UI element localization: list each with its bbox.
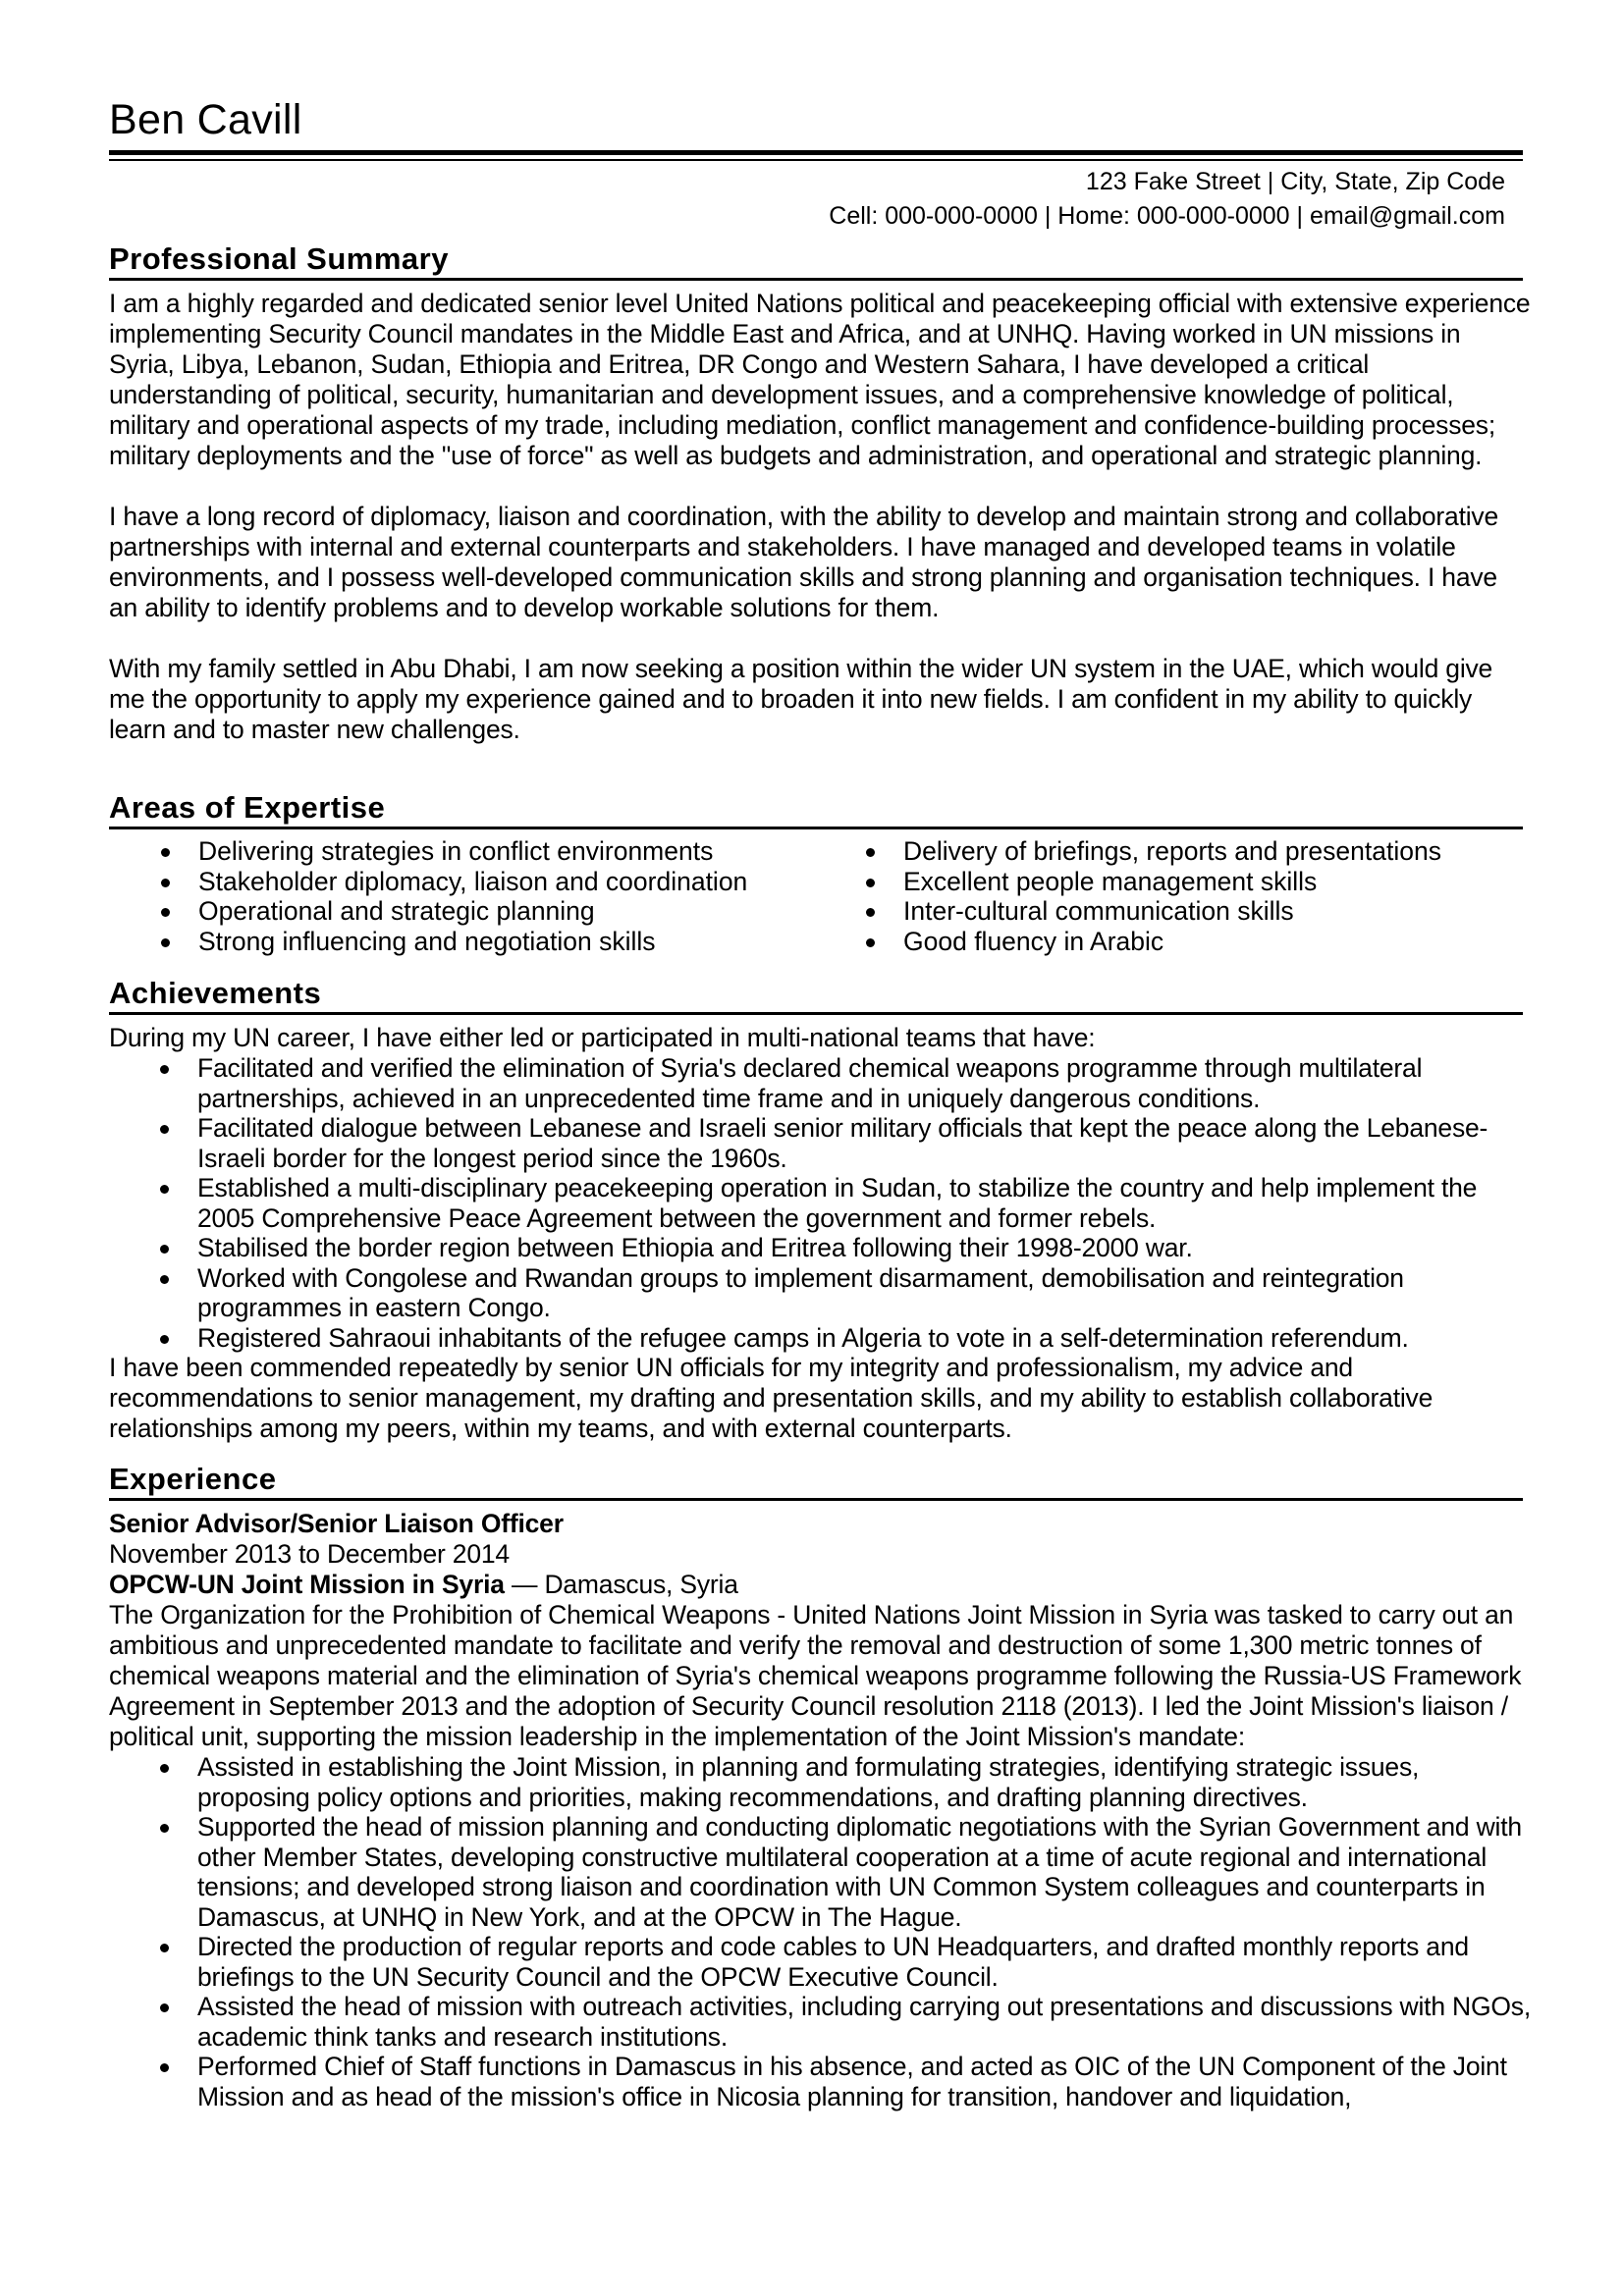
expertise-item: Inter-cultural communication skills — [903, 896, 1532, 927]
achievement-item: Facilitated and verified the elimination of Syria's declared chemical weapons programme through multilateral partnerships, achieved in an unprecedented time frame and in uniquely dangerous conditions. — [197, 1053, 1533, 1113]
duty-item: Directed the production of regular reports and code cables to UN Headquarters, and drafted monthly reports and briefings to the UN Security Council and the OPCW Executive Council. — [197, 1932, 1533, 1992]
job-location: Damascus, Syria — [544, 1570, 738, 1599]
header-rule-thick — [109, 150, 1523, 155]
section-heading-summary: Professional Summary — [109, 240, 1523, 281]
achievement-item: Stabilised the border region between Ethiopia and Eritrea following their 1998-2000 war. — [197, 1233, 1533, 1263]
expertise-item: Stakeholder diplomacy, liaison and coordination — [198, 867, 827, 897]
section-heading-experience: Experience — [109, 1461, 1523, 1501]
experience-duties-list — [109, 1752, 1533, 2111]
duty-item: Assisted in establishing the Joint Mission, in planning and formulating strategies, identifying strategic issues, proposing policy options and priorities, making recommendations, and drafting planning directives. — [197, 1752, 1533, 1812]
employer-name: OPCW-UN Joint Mission in Syria — [109, 1570, 505, 1599]
duty-item: Performed Chief of Staff functions in Damascus in his absence, and acted as OIC of the UN Component of the Joint Mission and as head of the mission's office in Nicosia planning for transition, handover and liquidation, — [197, 2052, 1533, 2111]
job-dates: November 2013 to December 2014 — [109, 1539, 510, 1569]
section-heading-expertise: Areas of Expertise — [109, 789, 1523, 829]
job-description: The Organization for the Prohibition of Chemical Weapons - United Nations Joint Mission in Syria was tasked to carry out an ambitious and unprecedented mandate to facilitate and verify the removal and destruction of some 1,300 metric tonnes of chemical weapons material and the elimination of Syria's chemical weapons programme following the Russia-US Framework Agreement in September 2013 and the adoption of Security Council resolution 2118 (2013). I led the Joint Mission's liaison / political unit, supporting the mission leadership in the implementation of the Joint Mission's mandate: — [109, 1600, 1522, 1751]
employer-line — [109, 1570, 1533, 1600]
achievement-item: Facilitated dialogue between Lebanese and Israeli senior military officials that kept the peace along the Lebanese-Israeli border for the longest period since the 1960s. — [197, 1113, 1533, 1173]
address-line: 123 Fake Street | City, State, Zip Code — [1085, 168, 1505, 195]
expertise-item: Delivering strategies in conflict environments — [198, 836, 827, 867]
expertise-item: Good fluency in Arabic — [903, 927, 1532, 957]
achievement-item: Worked with Congolese and Rwandan groups to implement disarmament, demobilisation and reintegration programmes in eastern Congo. — [197, 1263, 1533, 1323]
section-heading-achievements: Achievements — [109, 975, 1523, 1015]
achievements-body — [109, 1023, 1533, 1444]
summary-body — [109, 289, 1533, 745]
expertise-item: Operational and strategic planning — [198, 896, 827, 927]
achievements-intro: During my UN career, I have either led or participated in multi-national teams that have: — [109, 1023, 1096, 1052]
achievement-item: Established a multi-disciplinary peacekeeping operation in Sudan, to stabilize the country and help implement the 2005 Comprehensive Peace Agreement between the government and former rebels. — [197, 1173, 1533, 1233]
achievements-outro: I have been commended repeatedly by senior UN officials for my integrity and professionalism, my advice and recommendations to senior management, my drafting and presentation skills, and my ability to establish collaborative relationships among my peers, within my teams, and with external counterparts. — [109, 1353, 1434, 1443]
expertise-item: Excellent people management skills — [903, 867, 1532, 897]
expertise-list-right — [903, 836, 1532, 956]
experience-body — [109, 1509, 1533, 2111]
achievement-item: Registered Sahraoui inhabitants of the refugee camps in Algeria to vote in a self-determination referendum. — [197, 1323, 1533, 1354]
candidate-name: Ben Cavill — [109, 96, 302, 143]
expertise-item: Delivery of briefings, reports and presentations — [903, 836, 1532, 867]
summary-paragraph-1: I am a highly regarded and dedicated senior level United Nations political and peacekeeping official with extensive experience implementing Security Council mandates in the Middle East and Africa, and at UNHQ. Having worked in UN missions in Syria, Libya, Lebanon, Sudan, Ethiopia and Eritrea, DR Congo and Western Sahara, I have developed a critical understanding of political, security, humanitarian and development issues, and a comprehensive knowledge of political, military and operational aspects of my trade, including mediation, conflict management and confidence-building processes; military deployments and the "use of force" as well as budgets and administration, and operational and strategic planning. — [109, 289, 1531, 470]
duty-item: Supported the head of mission planning and conducting diplomatic negotiations with the Syrian Government and with other Member States, developing constructive multilateral cooperation at a time of acute regional and international tensions; and developed strong liaison and coordination with UN Common System colleagues and counterparts in Damascus, at UNHQ in New York, and at the OPCW in The Hague. — [197, 1812, 1533, 1932]
summary-paragraph-3: With my family settled in Abu Dhabi, I am now seeking a position within the wider UN system in the UAE, which would give me the opportunity to apply my experience gained and to broaden it into new fields. I am confident in my ability to quickly learn and to master new challenges. — [109, 654, 1493, 744]
job-title: Senior Advisor/Senior Liaison Officer — [109, 1509, 564, 1538]
header-rule-thin — [109, 159, 1523, 161]
expertise-item: Strong influencing and negotiation skills — [198, 927, 827, 957]
duty-item: Assisted the head of mission with outreach activities, including carrying out presentations and discussions with NGOs, academic think tanks and research institutions. — [197, 1992, 1532, 2052]
phone-email-line: Cell: 000-000-0000 | Home: 000-000-0000 | email@gmail.com — [829, 202, 1505, 230]
employer-separator: — — [511, 1570, 538, 1599]
summary-paragraph-2: I have a long record of diplomacy, liaison and coordination, with the ability to develop and maintain strong and collaborative partnerships with internal and external counterparts and stakeholders. I have managed and developed teams in volatile environments, and I possess well-developed communication skills and strong planning and organisation techniques. I have an ability to identify problems and to develop workable solutions for them. — [109, 502, 1499, 622]
achievements-list — [109, 1053, 1533, 1353]
expertise-list-left — [198, 836, 827, 956]
